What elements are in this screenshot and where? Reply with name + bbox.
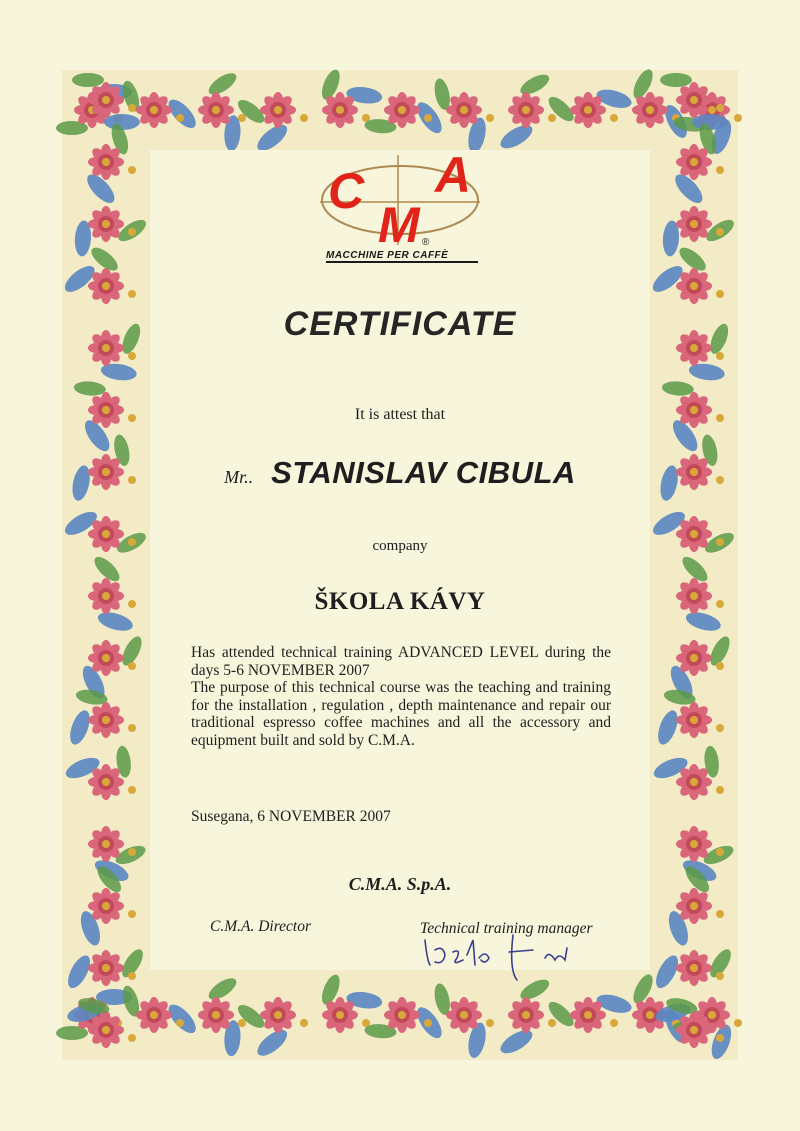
logo-registered-mark: ®: [422, 237, 430, 248]
logo-letter-c: C: [328, 163, 365, 219]
salutation: Mr..: [224, 467, 254, 487]
certificate-title: CERTIFICATE: [283, 305, 517, 343]
company-name: ŠKOLA KÁVY: [314, 588, 486, 615]
director-title: C.M.A. Director: [210, 918, 312, 935]
issuer-name: C.M.A. S.p.A.: [348, 874, 452, 894]
logo-letter-m: M: [378, 197, 420, 253]
recipient-name: STANISLAV CIBULA: [271, 455, 576, 490]
logo-tagline: MACCHINE PER CAFFÈ: [326, 250, 449, 261]
manager-title: Technical training manager: [420, 920, 593, 937]
handwritten-signature: [405, 910, 595, 990]
attest-line: It is attest that: [354, 406, 446, 423]
body-paragraph-purpose: The purpose of this technical course was the teaching and training for the installation , regulation , depth maintenance and repair our traditional espresso coffee machines and all the accessory and equipment built and sold by C.M.A.: [191, 679, 611, 749]
company-label: company: [372, 538, 428, 554]
place-date: Susegana, 6 NOVEMBER 2007: [191, 808, 391, 825]
body-paragraph-training: Has attended technical training ADVANCED LEVEL during the days 5-6 NOVEMBER 2007: [191, 644, 611, 679]
certificate-body: [191, 644, 611, 749]
logo-letter-a: A: [435, 150, 472, 203]
recipient-row: [0, 455, 800, 491]
